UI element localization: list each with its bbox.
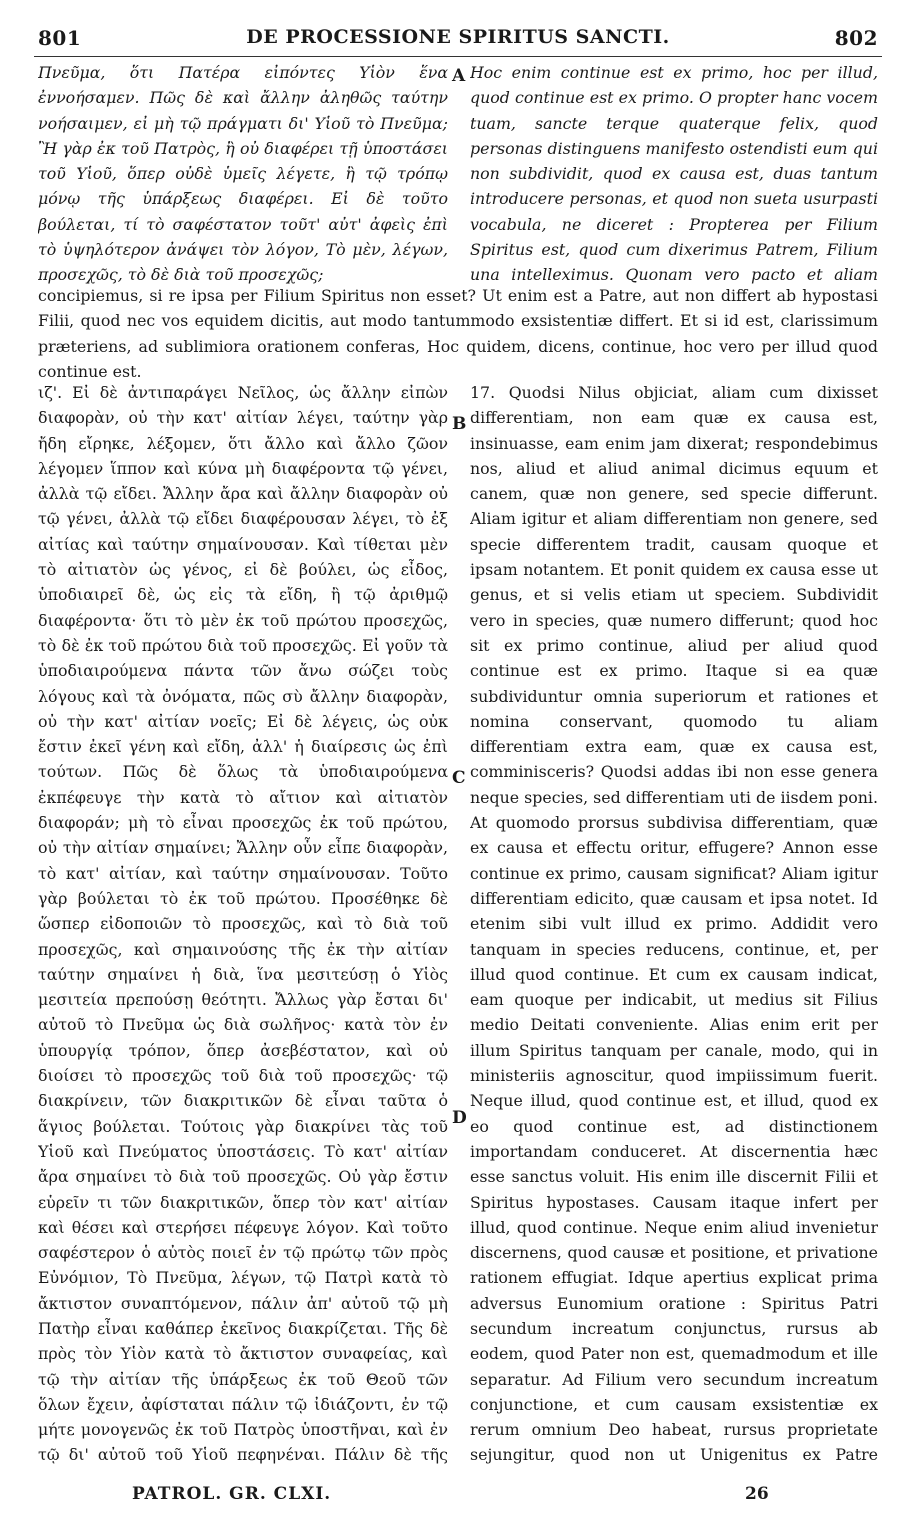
greek-text-main: ιζ'. Εἰ δὲ ἀντιπαράγει Νεῖλος, ὡς ἄλλην εἰπὼν διαφορὰν, οὐ τὴν κατ' αἰτίαν λέγει, ταύτην γὰρ ἤδη εἴρηκε, λέξομεν, ὅτι ἄλλο καὶ ἄλλο ζῶον λέγομεν ἵππον καὶ κύνα μὴ διαφέροντα τῷ γένει, ἀλλὰ τῷ εἴδει. Ἄλλην ἄρα καὶ ἄλλην διαφορὰν οὐ τῷ γένει, ἀλλὰ τῷ εἴδει διαφέρουσαν λέγει, τὸ ἐξ αἰτίας καὶ ταύτην σημαίνουσαν. Καὶ τίθεται μὲν τὸ αἰτιατὸν ὡς γένος, εἰ δὲ βούλει, ὡς εἶδος, ὑποδιαιρεῖ δὲ, ὡς εἰς τὰ εἴδη, ἢ τῷ ἀριθμῷ διαφέροντα· ὅτι τὸ μὲν ἐκ τοῦ πρώτου προσεχῶς, τὸ δὲ ἐκ τοῦ πρώτου διὰ τοῦ προσεχῶς. Εἰ γοῦν τὰ ὑποδιαιρούμενα πάντα τῶν ἄνω σώζει τοὺς λόγους καὶ τὰ ὀνόματα, πῶς σὺ ἄλλην διαφορὰν, οὐ τὴν κατ' αἰτίαν νοεῖς; Εἰ δὲ λέγεις, ὡς οὐκ ἔστιν ἐκεῖ γένη καὶ εἴδη, ἀλλ' ἡ διαίρεσις ὡς ἐπὶ τούτων. Πῶς δὲ ὅλως τὰ ὑποδιαιρούμενα ἐκπέφευγε τὴν κατὰ τὸ αἴτιον καὶ αἰτιατὸν διαφοράν; μὴ τὸ εἶναι προσεχῶς ἐκ τοῦ πρώτου, οὐ τὴν αἰτίαν σημαίνει; Ἄλλην οὖν εἶπε διαφορὰν, τὸ κατ' αἰτίαν, καὶ ταύτην σημαίνουσαν. Τοῦτο γὰρ βούλεται τὸ ἐκ τοῦ πρώτου. Προσέθηκε δὲ ὥσπερ εἰδοποιῶν τὸ προσεχῶς, καὶ τὸ διὰ τοῦ προσεχῶς, καὶ σημαινούσης τῆς ἐκ τὴν αἰτίαν ταύτην σημαίνει ἡ διὰ, ἵνα μεσιτεύσῃ ὁ Υἱὸς μεσιτεία πρεπούσῃ θεότητι. Ἄλλως γὰρ ἔσται δι' αὐτοῦ τὸ Πνεῦμα ὡς διὰ σωλῆνος· κατὰ τὸν ἐν ὑπουργίᾳ τρόπον, ὅπερ ἀσεβέστατον, καὶ οὐ διοίσει τὸ προσεχῶς τοῦ διὰ τοῦ προσεχῶς· τῷ διακρίνειν, τῶν διακριτικῶν δὲ εἶναι ταῦτα ὁ ἅγιος βούλεται. Τούτοις γὰρ διακρίνει τὰς τοῦ Υἱοῦ καὶ Πνεύματος ὑποστάσεις. Τὸ κατ' αἰτίαν ἄρα σημαίνει τὸ διὰ τοῦ προσεχῶς. Οὐ γὰρ ἔστιν εὑρεῖν τι τῶν διακριτικῶν, ὅπερ τὸν κατ' αἰτίαν καὶ θέσει καὶ στερήσει πέφευγε λόγον. Καὶ τοῦτο σαφέστερον ὁ αὐτὸς ποιεῖ ἐν τῷ πρώτῳ τῶν πρὸς Εὐνόμιον, Τὸ Πνεῦμα, λέγων, τῷ Πατρὶ κατὰ τὸ ἄκτιστον συναπτόμενον, πάλιν ἀπ' αὐτοῦ τῷ μὴ Πατὴρ εἶναι καθάπερ ἐκεῖνος διακρίζεται. Τῆς δὲ πρὸς τὸν Υἱὸν κατὰ τὸ ἄκτιστον συναφείας, καὶ τῷ τὴν αἰτίαν τῆς ὑπάρξεως ἐκ τοῦ Θεοῦ τῶν ὅλων ἔχειν, ἀφίσταται πάλιν τῷ ἰδιάζοντι, ἐν τῷ μήτε μονογενῶς ἐκ τοῦ Πατρὸς ὑποστῆναι, καὶ ἐν τῷ δι' αὐτοῦ τοῦ Υἱοῦ πεφηνέναι. Πάλιν δὲ τῆς <box>38 383 448 1465</box>
margin-marker-a: A <box>452 66 466 86</box>
greek-column-main <box>38 380 448 1470</box>
latin-text-main: 17. Quodsi Nilus objiciat, aliam cum dixisset differentiam, non eam quæ ex causa est, insinuasse, eam enim jam dixerat; respondebimus nos, aliud et aliud animal dicimus equum et canem, quæ non genere, sed specie differunt. Aliam igitur et aliam differentiam non genere, sed specie differentem tradit, causam quoque et ipsam notantem. Et ponit quidem ex causa esse ut genus, et si velis etiam ut speciem. Subdividit vero in species, quæ numero differunt; quod hoc sit ex primo continue, aliud per aliud quod continue est ex primo. Itaque si ea quæ subdividuntur omnia superiorum et rationes et nomina conservant, quomodo tu aliam differentiam extra eam, quæ ex causa est, comminisceris? Quodsi addas ibi non esse genera neque species, sed differentiam uti de iisdem poni. At quomodo prorsus subdivisa differentiam, quæ ex causa et effectu oritur, effugere? Annon esse continue ex primo, causam significat? Aliam igitur differentiam edicito, quæ causam et ipsa notet. Id etenim sibi vult illud ex primo. Addidit vero tanquam in species reducens, continue, et, per illud quod continue. Et cum ex causam indicat, eam quoque per indicabit, ut medius sit Filius medio Deitati conveniente. Alias enim erit per illum Spiritus tanquam per canale, modo, qui in ministeriis agnoscitur, quod impiissimum fuerit. Neque illud, quod continue est, et illud, quod ex eo quod continue est, ad distinctionem importandam conduceret. At discernentia hæc esse sanctus voluit. His enim ille discernit Filii et Spiritus hypostases. Causam itaque infert per illud, quod continue. Neque enim aliud invenietur discernens, quod causæ et positione, et privatione rationem effugiat. Idque apertius explicat prima adversus Eunomium oratione : Spiritus Patri secundum increatum conjunctus, rursus ab eodem, quod Pater non est, quemadmodum et ille separatur. Ad Filium vero secundum increatum conjunctione, et cum causam exsistentiæ ex rerum omnium Deo habeat, rursus proprietate sejungitur, quod non ut Unigenitus ex Patre <box>470 383 878 1465</box>
page-number-right: 802 <box>834 26 878 50</box>
margin-marker-b: B <box>452 414 467 434</box>
latin-column-main <box>470 380 878 1470</box>
full-width-text: concipiemus, si re ipsa per Filium Spiritus non esset? Ut enim est a Patre, aut non differt ab hypostasi Filii, quod nec vos equidem dicitis, aut modo tantummodo exsistentiæ differt. Et si id est, clarissimum præteriens, ad sublimiora orationem conferas, Hoc quidem, dicens, continue, hoc vero per illud quod continue est. <box>38 286 878 381</box>
full-width-paragraph <box>38 283 878 383</box>
greek-text-top: Πνεῦμα, ὅτι Πατέρα εἰπόντες Υἱὸν ἕνα ἐννοήσαμεν. Πῶς δὲ καὶ ἄλλην ἀληθῶς ταύτην νοήσαιμεν, εἰ μὴ τῷ πράγματι δι' Υἱοῦ τὸ Πνεῦμα; Ἢ γὰρ ἐκ τοῦ Πατρὸς, ἢ οὐ διαφέρει τῇ ὑποστάσει τοῦ Υἱοῦ, ὅπερ οὐδὲ ὑμεῖς λέγετε, ἢ τῷ τρόπῳ μόνῳ τῆς ὑπάρξεως διαφέρει. Εἰ δὲ τοῦτο βούλεται, τί τὸ σαφέστατον τοῦτ' αὐτ' ἀφεὶς ἐπὶ τὸ ὑψηλότερον ἀνάψει τὸν λόγον, Τὸ μὲν, λέγων, προσεχῶς, τὸ δὲ διὰ τοῦ προσεχῶς; <box>38 63 448 285</box>
latin-column-top <box>470 60 878 288</box>
margin-marker-d: D <box>452 1108 467 1128</box>
footer-signature: 26 <box>745 1484 769 1504</box>
footer-series: PATROL. GR. CLXI. <box>132 1484 332 1504</box>
greek-column-top <box>38 60 448 288</box>
latin-text-top: Hoc enim continue est ex primo, hoc per illud, quod continue est ex primo. O propter hanc vocem tuam, sancte terque quaterque felix, quod personas distinguens manifesto ostendisti eum qui non subdividit, quod ex causa est, duas tantum introducere personas, et quod non sueta usurpasti vocabula, ne diceret : Propterea per Filium Spiritus est, quod cum dixerimus Patrem, Filium una intelleximus. Quonam vero pacto et aliam <box>470 63 878 285</box>
margin-marker-c: C <box>452 768 466 788</box>
header-rule <box>34 56 882 57</box>
page-number-left: 801 <box>38 26 82 50</box>
running-title: DE PROCESSIONE SPIRITUS SANCTI. <box>246 26 670 48</box>
